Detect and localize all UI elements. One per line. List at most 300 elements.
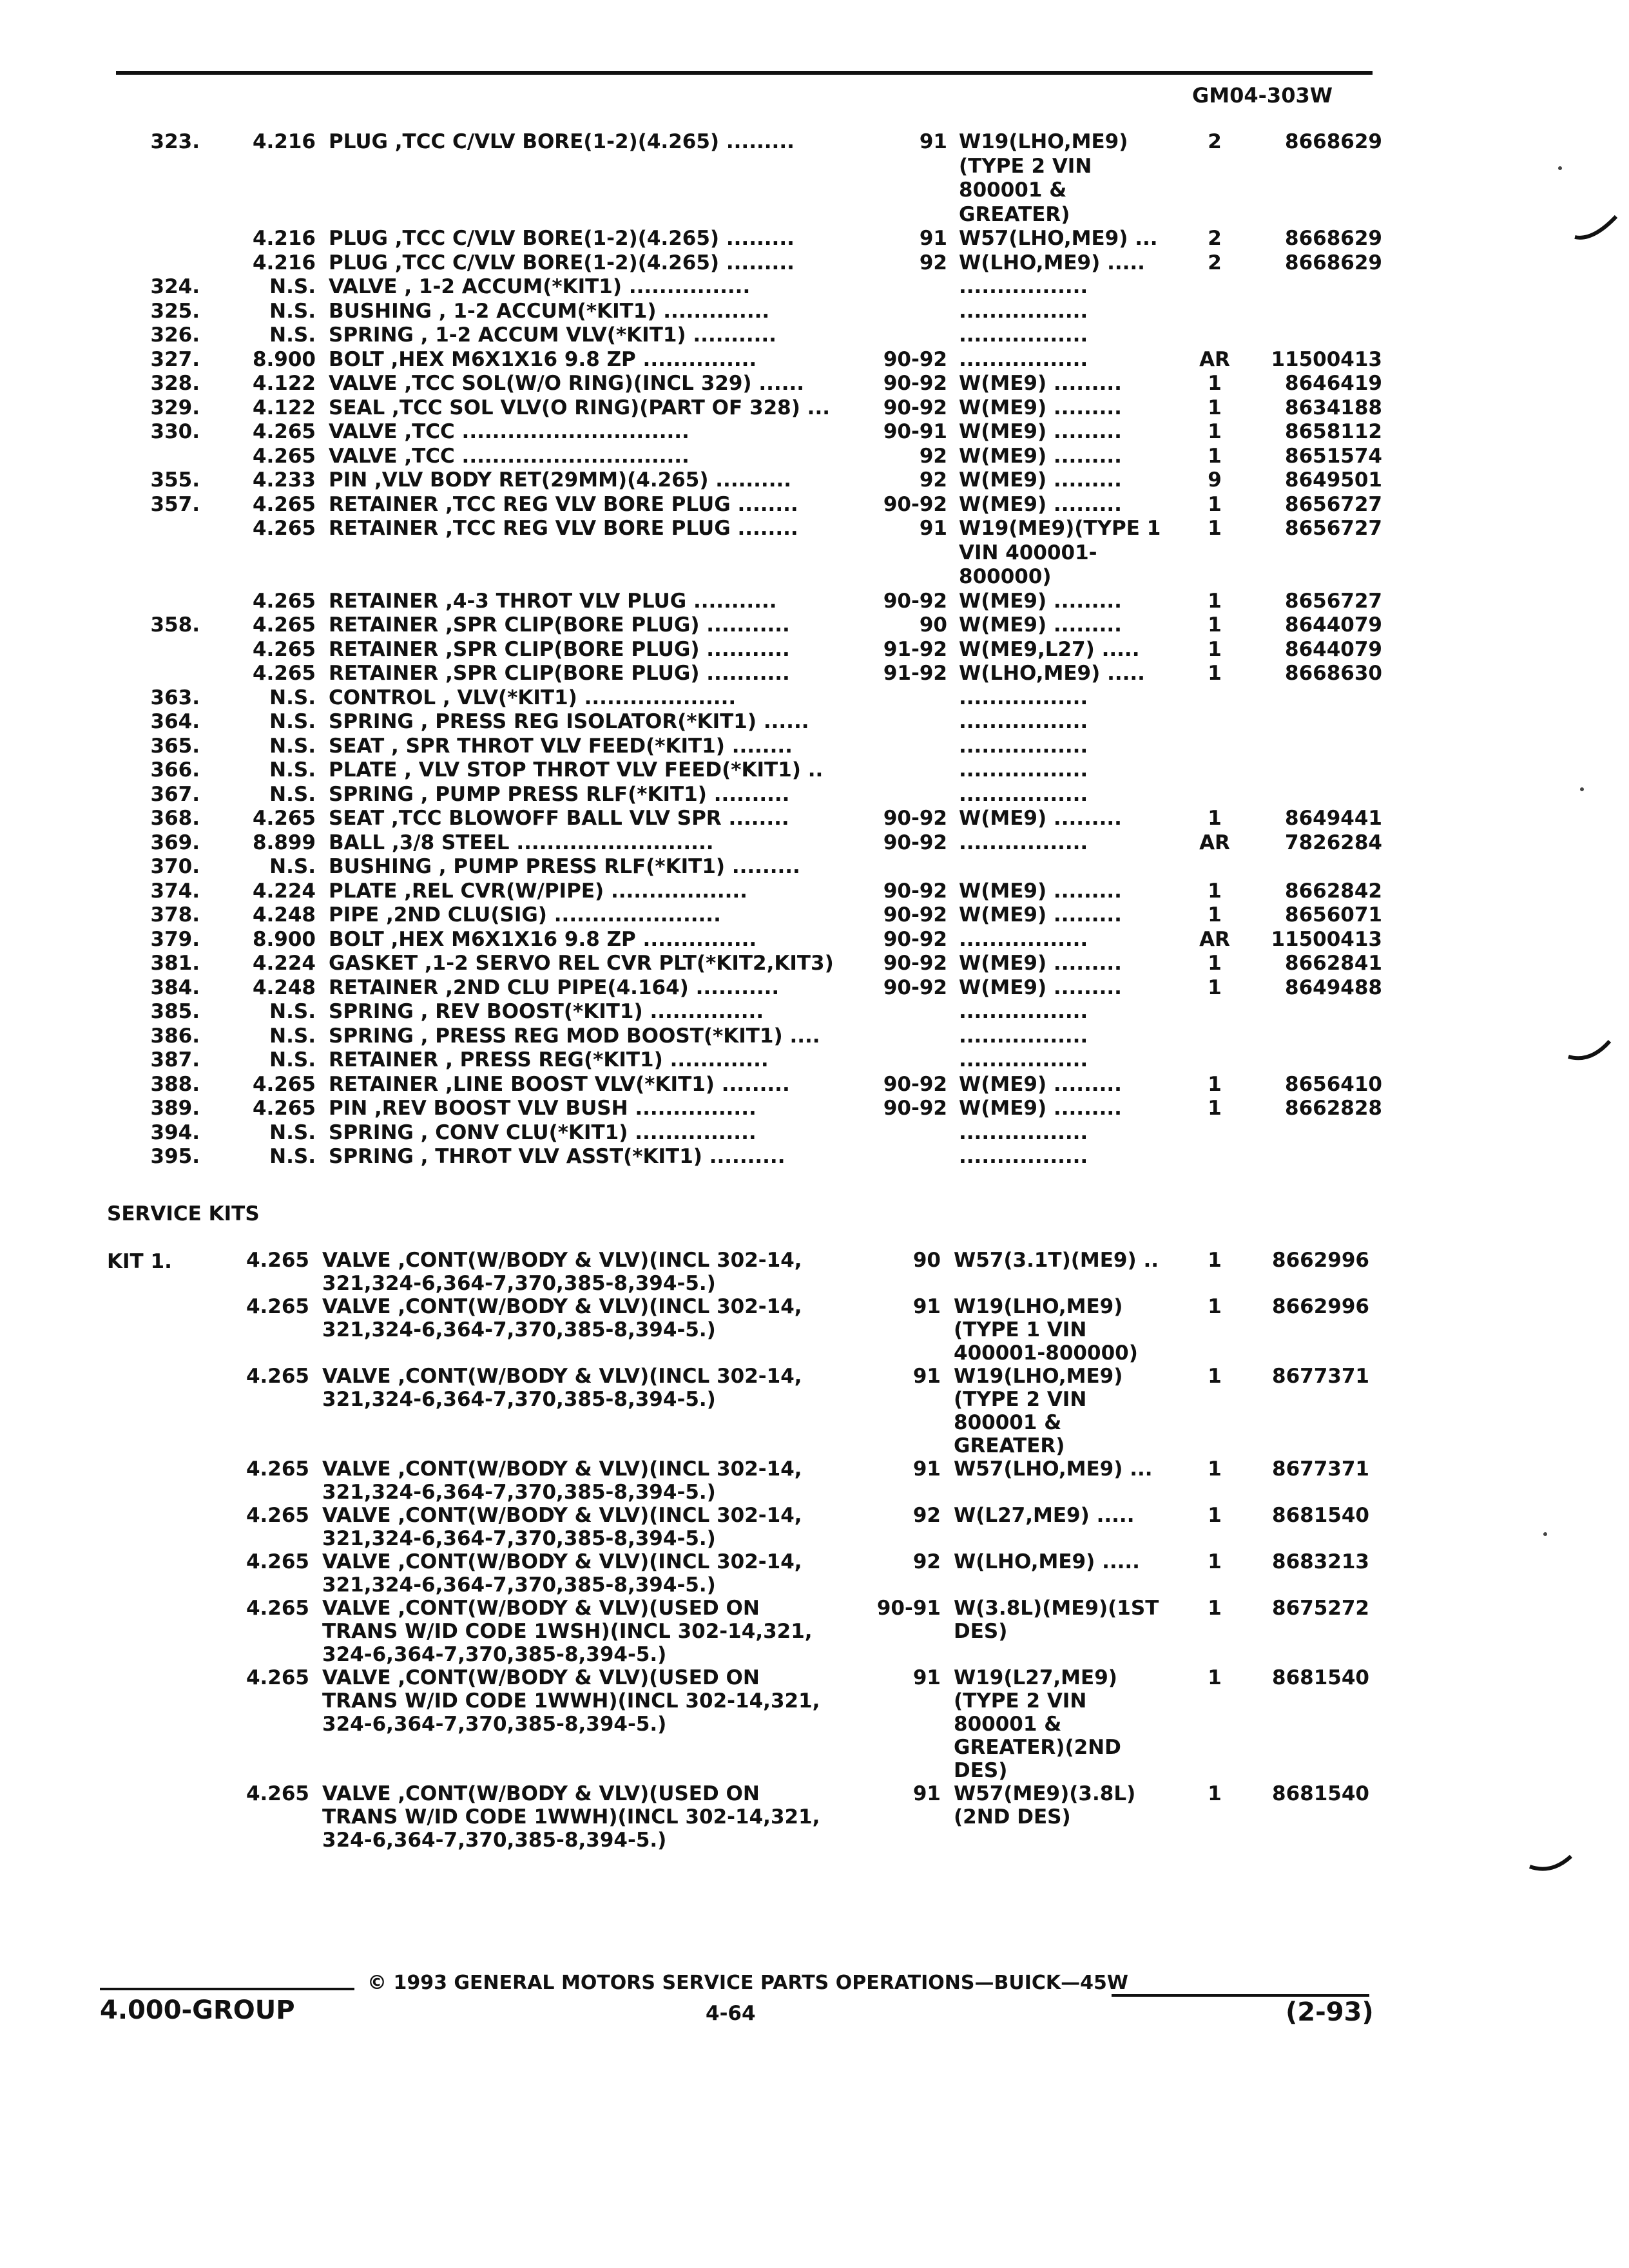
model-years: 90 xyxy=(912,1249,941,1272)
part-number: 8651574 xyxy=(1285,444,1382,468)
binder-hole-mark xyxy=(1574,213,1619,245)
part-description: PLATE , VLV STOP THROT VLV FEED(*KIT1) .. xyxy=(329,758,824,782)
kit-row xyxy=(0,1272,1629,1295)
kit-row xyxy=(0,1411,1629,1434)
model-years: 91-92 xyxy=(883,637,947,661)
model-years: 90-91 xyxy=(876,1597,941,1620)
scan-speck xyxy=(1543,1532,1547,1536)
part-description: BALL ,3/8 STEEL .......................... xyxy=(329,831,714,854)
ref-number: 381. xyxy=(150,952,200,975)
model-years: 92 xyxy=(912,1550,941,1573)
model-usage: (TYPE 1 VIN xyxy=(954,1318,1087,1341)
part-description: VALVE , 1-2 ACCUM(*KIT1) ................ xyxy=(329,275,751,298)
ref-number: 369. xyxy=(150,831,200,854)
parts-row xyxy=(0,227,1629,251)
model-usage: W(ME9) ......... xyxy=(959,903,1122,927)
part-description: RETAINER , PRESS REG(*KIT1) ............. xyxy=(329,1048,769,1072)
model-usage: ................. xyxy=(959,782,1088,806)
kit-row xyxy=(0,1666,1629,1689)
parts-row xyxy=(0,300,1629,324)
parts-row xyxy=(0,879,1629,904)
part-number: 8656727 xyxy=(1285,492,1382,516)
parts-row xyxy=(0,130,1629,155)
model-usage: ................. xyxy=(959,831,1088,854)
part-description: CONTROL , VLV(*KIT1) .................... xyxy=(329,686,737,709)
kit-row xyxy=(0,1805,1629,1829)
quantity: 1 xyxy=(1208,589,1222,613)
quantity: 1 xyxy=(1208,1249,1222,1272)
parts-row xyxy=(0,783,1629,807)
model-usage: W(LHO,ME9) ..... xyxy=(959,251,1145,274)
group-number: 4.265 xyxy=(252,637,316,661)
revision-date: (2-93) xyxy=(1286,1997,1374,2027)
part-description: GASKET ,1-2 SERVO REL CVR PLT(*KIT2,KIT3) xyxy=(329,952,834,975)
part-description: RETAINER ,LINE BOOST VLV(*KIT1) ......... xyxy=(329,1072,790,1096)
model-usage: W(L27,ME9) ..... xyxy=(954,1504,1135,1527)
kit-row xyxy=(0,1643,1629,1666)
parts-row xyxy=(0,420,1629,445)
parts-row xyxy=(0,203,1629,227)
kit-description: 324-6,364-7,370,385-8,394-5.) xyxy=(322,1643,667,1666)
group-number: 8.899 xyxy=(252,831,316,854)
kit-row xyxy=(0,1550,1629,1573)
model-usage: W19(L27,ME9) xyxy=(954,1666,1117,1689)
part-description: BUSHING , PUMP PRESS RLF(*KIT1) ......... xyxy=(329,855,800,878)
part-description: SPRING , PUMP PRESS RLF(*KIT1) .......... xyxy=(329,782,790,806)
model-usage: DES) xyxy=(954,1759,1008,1782)
group-number: N.S. xyxy=(269,1000,316,1023)
kit-description: 324-6,364-7,370,385-8,394-5.) xyxy=(322,1829,667,1852)
group-number: 4.265 xyxy=(252,662,316,685)
kit-description: 321,324-6,364-7,370,385-8,394-5.) xyxy=(322,1573,716,1597)
model-usage: W(LHO,ME9) ..... xyxy=(954,1550,1140,1573)
ref-number: 386. xyxy=(150,1024,200,1048)
part-description: RETAINER ,4-3 THROT VLV PLUG ........... xyxy=(329,589,777,613)
model-usage: W(ME9) ......... xyxy=(959,492,1122,516)
kit-row xyxy=(0,1249,1629,1272)
quantity: 1 xyxy=(1208,1295,1222,1318)
part-description: SPRING , PRESS REG MOD BOOST(*KIT1) .... xyxy=(329,1024,820,1048)
part-number: 8649501 xyxy=(1285,468,1382,492)
parts-row xyxy=(0,565,1629,590)
model-usage: 800000) xyxy=(959,565,1052,588)
kit-row xyxy=(0,1388,1629,1411)
ref-number: 395. xyxy=(150,1145,200,1168)
kit-row xyxy=(0,1365,1629,1388)
parts-row xyxy=(0,1097,1629,1121)
parts-row xyxy=(0,976,1629,1001)
quantity: AR xyxy=(1199,347,1230,371)
group-number: 4.265 xyxy=(252,420,316,443)
parts-row xyxy=(0,517,1629,541)
document-code: GM04-303W xyxy=(1192,83,1333,108)
part-description: BUSHING , 1-2 ACCUM(*KIT1) .............. xyxy=(329,299,770,323)
model-years: 90-92 xyxy=(883,372,947,395)
model-usage: W(ME9) ......... xyxy=(959,1072,1122,1096)
quantity: 1 xyxy=(1208,903,1222,927)
ref-number: 325. xyxy=(150,299,200,323)
parts-row xyxy=(0,758,1629,783)
model-years: 90-92 xyxy=(883,589,947,613)
parts-row xyxy=(0,638,1629,662)
parts-row xyxy=(0,928,1629,952)
part-description: RETAINER ,TCC REG VLV BORE PLUG ........ xyxy=(329,517,798,540)
group-number: N.S. xyxy=(269,758,316,782)
model-years: 90-92 xyxy=(883,927,947,951)
quantity: 1 xyxy=(1208,1550,1222,1573)
kit-description: 321,324-6,364-7,370,385-8,394-5.) xyxy=(322,1272,716,1295)
model-usage: W19(LHO,ME9) xyxy=(954,1295,1123,1318)
quantity: 9 xyxy=(1208,468,1222,492)
model-usage: DES) xyxy=(954,1620,1008,1643)
kit-description: VALVE ,CONT(W/BODY & VLV)(INCL 302-14, xyxy=(322,1550,802,1573)
top-rule xyxy=(116,71,1373,75)
quantity: 2 xyxy=(1208,251,1222,274)
quantity: 1 xyxy=(1208,879,1222,903)
kit-row xyxy=(0,1434,1629,1457)
group-number: 4.265 xyxy=(252,517,316,540)
model-years: 91 xyxy=(912,1666,941,1689)
part-number: 8683213 xyxy=(1272,1550,1369,1573)
group-number: 4.265 xyxy=(246,1597,309,1620)
part-description: PIN ,REV BOOST VLV BUSH ................ xyxy=(329,1097,757,1120)
model-usage: W(ME9) ......... xyxy=(959,1097,1122,1120)
model-years: 91 xyxy=(919,227,947,250)
quantity: 2 xyxy=(1208,130,1222,153)
model-usage: W(LHO,ME9) ..... xyxy=(959,662,1145,685)
parts-row xyxy=(0,710,1629,735)
ref-number: 378. xyxy=(150,903,200,927)
part-number: 8662841 xyxy=(1285,952,1382,975)
parts-row xyxy=(0,1000,1629,1024)
kit-row xyxy=(0,1295,1629,1318)
model-usage: W(3.8L)(ME9)(1ST xyxy=(954,1597,1159,1620)
group-number: N.S. xyxy=(269,323,316,347)
model-usage: W57(ME9)(3.8L) xyxy=(954,1782,1136,1805)
service-kits-heading: SERVICE KITS xyxy=(107,1202,260,1225)
kit-row xyxy=(0,1341,1629,1365)
model-usage: (TYPE 2 VIN xyxy=(954,1689,1087,1713)
ref-number: 329. xyxy=(150,396,200,419)
copyright-notice: © 1993 GENERAL MOTORS SERVICE PARTS OPERATIONS—BUICK—45W xyxy=(367,1972,1129,1994)
ref-number: 384. xyxy=(150,975,200,999)
quantity: 1 xyxy=(1208,1666,1222,1689)
model-usage: ................. xyxy=(959,1048,1088,1072)
group-number: N.S. xyxy=(269,299,316,323)
part-description: SEAL ,TCC SOL VLV(O RING)(PART OF 328) ... xyxy=(329,396,830,419)
group-number: 4.265 xyxy=(252,1072,316,1096)
quantity: 1 xyxy=(1208,613,1222,637)
model-years: 92 xyxy=(919,251,947,274)
part-number: 7826284 xyxy=(1285,831,1382,854)
part-description: SPRING , 1-2 ACCUM VLV(*KIT1) ........... xyxy=(329,323,776,347)
group-number: 4.265 xyxy=(252,613,316,637)
model-usage: W(ME9) ......... xyxy=(959,444,1122,468)
part-number: 8668629 xyxy=(1285,251,1382,274)
model-usage: W(ME9) ......... xyxy=(959,879,1122,903)
ref-number: 366. xyxy=(150,758,200,782)
ref-number: 385. xyxy=(150,1000,200,1023)
group-number: 4.265 xyxy=(246,1249,309,1272)
group-number: 4.248 xyxy=(252,975,316,999)
kit-label: KIT 1. xyxy=(107,1250,172,1273)
quantity: 1 xyxy=(1208,1072,1222,1096)
parts-row xyxy=(0,1121,1629,1146)
group-number: N.S. xyxy=(269,1024,316,1048)
part-number: 8656071 xyxy=(1285,903,1382,927)
quantity: 1 xyxy=(1208,807,1222,830)
ref-number: 389. xyxy=(150,1097,200,1120)
quantity: 2 xyxy=(1208,227,1222,250)
kit-row xyxy=(0,1713,1629,1736)
group-label: 4.000-GROUP xyxy=(100,1995,295,2025)
kit-description: VALVE ,CONT(W/BODY & VLV)(INCL 302-14, xyxy=(322,1504,802,1527)
service-kit-list xyxy=(0,1249,1629,1852)
model-usage: W(ME9,L27) ..... xyxy=(959,637,1140,661)
parts-row xyxy=(0,541,1629,566)
kit-row xyxy=(0,1759,1629,1782)
group-number: N.S. xyxy=(269,1048,316,1072)
group-number: 4.265 xyxy=(246,1365,309,1388)
part-number: 8649441 xyxy=(1285,807,1382,830)
model-usage: W19(LHO,ME9) xyxy=(959,130,1128,153)
parts-row xyxy=(0,396,1629,421)
model-usage: GREATER) xyxy=(954,1434,1065,1457)
model-years: 90-92 xyxy=(883,952,947,975)
model-usage: ................. xyxy=(959,710,1088,733)
model-usage: GREATER)(2ND xyxy=(954,1736,1121,1759)
model-usage: W(ME9) ......... xyxy=(959,372,1122,395)
part-number: 8662828 xyxy=(1285,1097,1382,1120)
part-number: 8675272 xyxy=(1272,1597,1369,1620)
group-number: 4.265 xyxy=(246,1782,309,1805)
part-number: 8658112 xyxy=(1285,420,1382,443)
quantity: 1 xyxy=(1208,1457,1222,1481)
kit-description: 321,324-6,364-7,370,385-8,394-5.) xyxy=(322,1318,716,1341)
quantity: 1 xyxy=(1208,1597,1222,1620)
parts-row xyxy=(0,1145,1629,1169)
scan-speck xyxy=(1558,166,1562,170)
model-usage: W(ME9) ......... xyxy=(959,807,1122,830)
part-number: 8646419 xyxy=(1285,372,1382,395)
model-usage: ................. xyxy=(959,299,1088,323)
model-years: 91 xyxy=(912,1782,941,1805)
kit-row xyxy=(0,1504,1629,1527)
quantity: 1 xyxy=(1208,952,1222,975)
parts-row xyxy=(0,1048,1629,1073)
kit-description: VALVE ,CONT(W/BODY & VLV)(INCL 302-14, xyxy=(322,1249,802,1272)
ref-number: 365. xyxy=(150,734,200,758)
part-number: 8681540 xyxy=(1272,1504,1369,1527)
group-number: 4.265 xyxy=(246,1457,309,1481)
model-years: 90-92 xyxy=(883,1097,947,1120)
ref-number: 364. xyxy=(150,710,200,733)
model-years: 91 xyxy=(912,1457,941,1481)
group-number: 4.265 xyxy=(246,1666,309,1689)
model-years: 92 xyxy=(912,1504,941,1527)
model-usage: 400001-800000) xyxy=(954,1341,1138,1365)
kit-description: 321,324-6,364-7,370,385-8,394-5.) xyxy=(322,1527,716,1550)
part-description: SPRING , THROT VLV ASST(*KIT1) .......... xyxy=(329,1145,786,1168)
model-years: 90-91 xyxy=(883,420,947,443)
kit-description: VALVE ,CONT(W/BODY & VLV)(USED ON xyxy=(322,1782,760,1805)
model-usage: 800001 & xyxy=(959,178,1067,202)
kit-row xyxy=(0,1689,1629,1713)
model-usage: ................. xyxy=(959,686,1088,709)
part-description: PIPE ,2ND CLU(SIG) ...................... xyxy=(329,903,721,927)
kit-row xyxy=(0,1457,1629,1481)
ref-number: 368. xyxy=(150,807,200,830)
model-years: 92 xyxy=(919,468,947,492)
part-number: 8668630 xyxy=(1285,662,1382,685)
ref-number: 328. xyxy=(150,372,200,395)
model-usage: ................. xyxy=(959,758,1088,782)
parts-row xyxy=(0,613,1629,638)
part-number: 8668629 xyxy=(1285,130,1382,153)
ref-number: 370. xyxy=(150,855,200,878)
model-usage: W19(ME9)(TYPE 1 xyxy=(959,517,1161,540)
part-number: 8656410 xyxy=(1285,1072,1382,1096)
scan-speck xyxy=(1580,787,1584,791)
model-usage: 800001 & xyxy=(954,1713,1062,1736)
ref-number: 387. xyxy=(150,1048,200,1072)
model-years: 90-92 xyxy=(883,903,947,927)
kit-row xyxy=(0,1527,1629,1550)
binder-hole-mark xyxy=(1567,1037,1612,1070)
group-number: 4.265 xyxy=(252,1097,316,1120)
part-number: 8656727 xyxy=(1285,589,1382,613)
kit-row xyxy=(0,1318,1629,1341)
part-number: 8644079 xyxy=(1285,613,1382,637)
part-number: 8662996 xyxy=(1272,1295,1369,1318)
parts-row xyxy=(0,348,1629,372)
model-years: 90-92 xyxy=(883,396,947,419)
model-usage: W(ME9) ......... xyxy=(959,589,1122,613)
model-years: 92 xyxy=(919,444,947,468)
part-number: 8644079 xyxy=(1285,637,1382,661)
part-description: RETAINER ,SPR CLIP(BORE PLUG) ........... xyxy=(329,613,790,637)
model-usage: (TYPE 2 VIN xyxy=(954,1388,1087,1411)
page-number: 4-64 xyxy=(706,2002,756,2025)
model-usage: ................. xyxy=(959,347,1088,371)
model-years: 90-92 xyxy=(883,975,947,999)
kit-row xyxy=(0,1782,1629,1805)
quantity: 1 xyxy=(1208,662,1222,685)
part-description: SEAT ,TCC BLOWOFF BALL VLV SPR ........ xyxy=(329,807,789,830)
kit-description: TRANS W/ID CODE 1WSH)(INCL 302-14,321, xyxy=(322,1620,813,1643)
parts-row xyxy=(0,445,1629,469)
ref-number: 394. xyxy=(150,1120,200,1144)
kit-description: 324-6,364-7,370,385-8,394-5.) xyxy=(322,1713,667,1736)
model-usage: W(ME9) ......... xyxy=(959,613,1122,637)
part-description: RETAINER ,2ND CLU PIPE(4.164) ........... xyxy=(329,975,780,999)
part-description: PLUG ,TCC C/VLV BORE(1-2)(4.265) ......... xyxy=(329,130,795,153)
model-years: 91-92 xyxy=(883,662,947,685)
kit-description: VALVE ,CONT(W/BODY & VLV)(USED ON xyxy=(322,1597,760,1620)
model-usage: 800001 & xyxy=(954,1411,1062,1434)
model-usage: W57(LHO,ME9) ... xyxy=(959,227,1158,250)
part-number: 8649488 xyxy=(1285,975,1382,999)
parts-row xyxy=(0,493,1629,517)
group-number: 4.265 xyxy=(252,444,316,468)
kit-description: 321,324-6,364-7,370,385-8,394-5.) xyxy=(322,1388,716,1411)
parts-list xyxy=(0,130,1629,1169)
group-number: 4.265 xyxy=(252,492,316,516)
parts-row xyxy=(0,178,1629,203)
group-number: N.S. xyxy=(269,1145,316,1168)
model-usage: W(ME9) ......... xyxy=(959,396,1122,419)
ref-number: 326. xyxy=(150,323,200,347)
part-description: VALVE ,TCC .............................. xyxy=(329,420,689,443)
ref-number: 358. xyxy=(150,613,200,637)
part-description: SPRING , REV BOOST(*KIT1) ............... xyxy=(329,1000,764,1023)
group-number: 4.122 xyxy=(252,372,316,395)
model-usage: ................. xyxy=(959,1024,1088,1048)
part-number: 8662996 xyxy=(1272,1249,1369,1272)
part-description: PLATE ,REL CVR(W/PIPE) .................. xyxy=(329,879,747,903)
kit-description: VALVE ,CONT(W/BODY & VLV)(USED ON xyxy=(322,1666,760,1689)
quantity: 1 xyxy=(1208,492,1222,516)
part-number: 11500413 xyxy=(1271,927,1382,951)
group-number: N.S. xyxy=(269,1120,316,1144)
model-years: 90-92 xyxy=(883,879,947,903)
model-usage: (2ND DES) xyxy=(954,1805,1071,1829)
part-description: VALVE ,TCC SOL(W/O RING)(INCL 329) ...... xyxy=(329,372,805,395)
quantity: 1 xyxy=(1208,396,1222,419)
group-number: N.S. xyxy=(269,686,316,709)
model-years: 90 xyxy=(919,613,947,637)
quantity: AR xyxy=(1199,927,1230,951)
parts-row xyxy=(0,468,1629,493)
kit-description: 321,324-6,364-7,370,385-8,394-5.) xyxy=(322,1481,716,1504)
model-usage: ................. xyxy=(959,734,1088,758)
model-years: 91 xyxy=(919,130,947,153)
parts-row xyxy=(0,275,1629,300)
group-number: N.S. xyxy=(269,782,316,806)
model-usage: GREATER) xyxy=(959,202,1070,226)
model-usage: ................. xyxy=(959,1145,1088,1168)
ref-number: 323. xyxy=(150,130,200,153)
part-description: VALVE ,TCC .............................. xyxy=(329,444,689,468)
quantity: 1 xyxy=(1208,637,1222,661)
ref-number: 357. xyxy=(150,492,200,516)
group-number: 4.265 xyxy=(246,1504,309,1527)
model-years: 91 xyxy=(912,1295,941,1318)
kit-row xyxy=(0,1736,1629,1759)
part-description: PLUG ,TCC C/VLV BORE(1-2)(4.265) ......... xyxy=(329,227,795,250)
model-usage: W(ME9) ......... xyxy=(959,420,1122,443)
group-number: 4.265 xyxy=(246,1550,309,1573)
group-number: N.S. xyxy=(269,855,316,878)
parts-row xyxy=(0,903,1629,928)
model-years: 91 xyxy=(912,1365,941,1388)
model-usage: VIN 400001- xyxy=(959,541,1097,564)
group-number: 8.900 xyxy=(252,927,316,951)
model-years: 91 xyxy=(919,517,947,540)
group-number: 4.265 xyxy=(252,589,316,613)
footer-rule-left xyxy=(100,1988,354,1990)
part-number: 8662842 xyxy=(1285,879,1382,903)
quantity: 1 xyxy=(1208,1782,1222,1805)
part-description: BOLT ,HEX M6X1X16 9.8 ZP ............... xyxy=(329,347,757,371)
ref-number: 367. xyxy=(150,782,200,806)
part-number: 8668629 xyxy=(1285,227,1382,250)
part-number: 8677371 xyxy=(1272,1365,1369,1388)
part-description: RETAINER ,SPR CLIP(BORE PLUG) ........... xyxy=(329,637,790,661)
group-number: N.S. xyxy=(269,734,316,758)
parts-row xyxy=(0,251,1629,276)
quantity: AR xyxy=(1199,831,1230,854)
